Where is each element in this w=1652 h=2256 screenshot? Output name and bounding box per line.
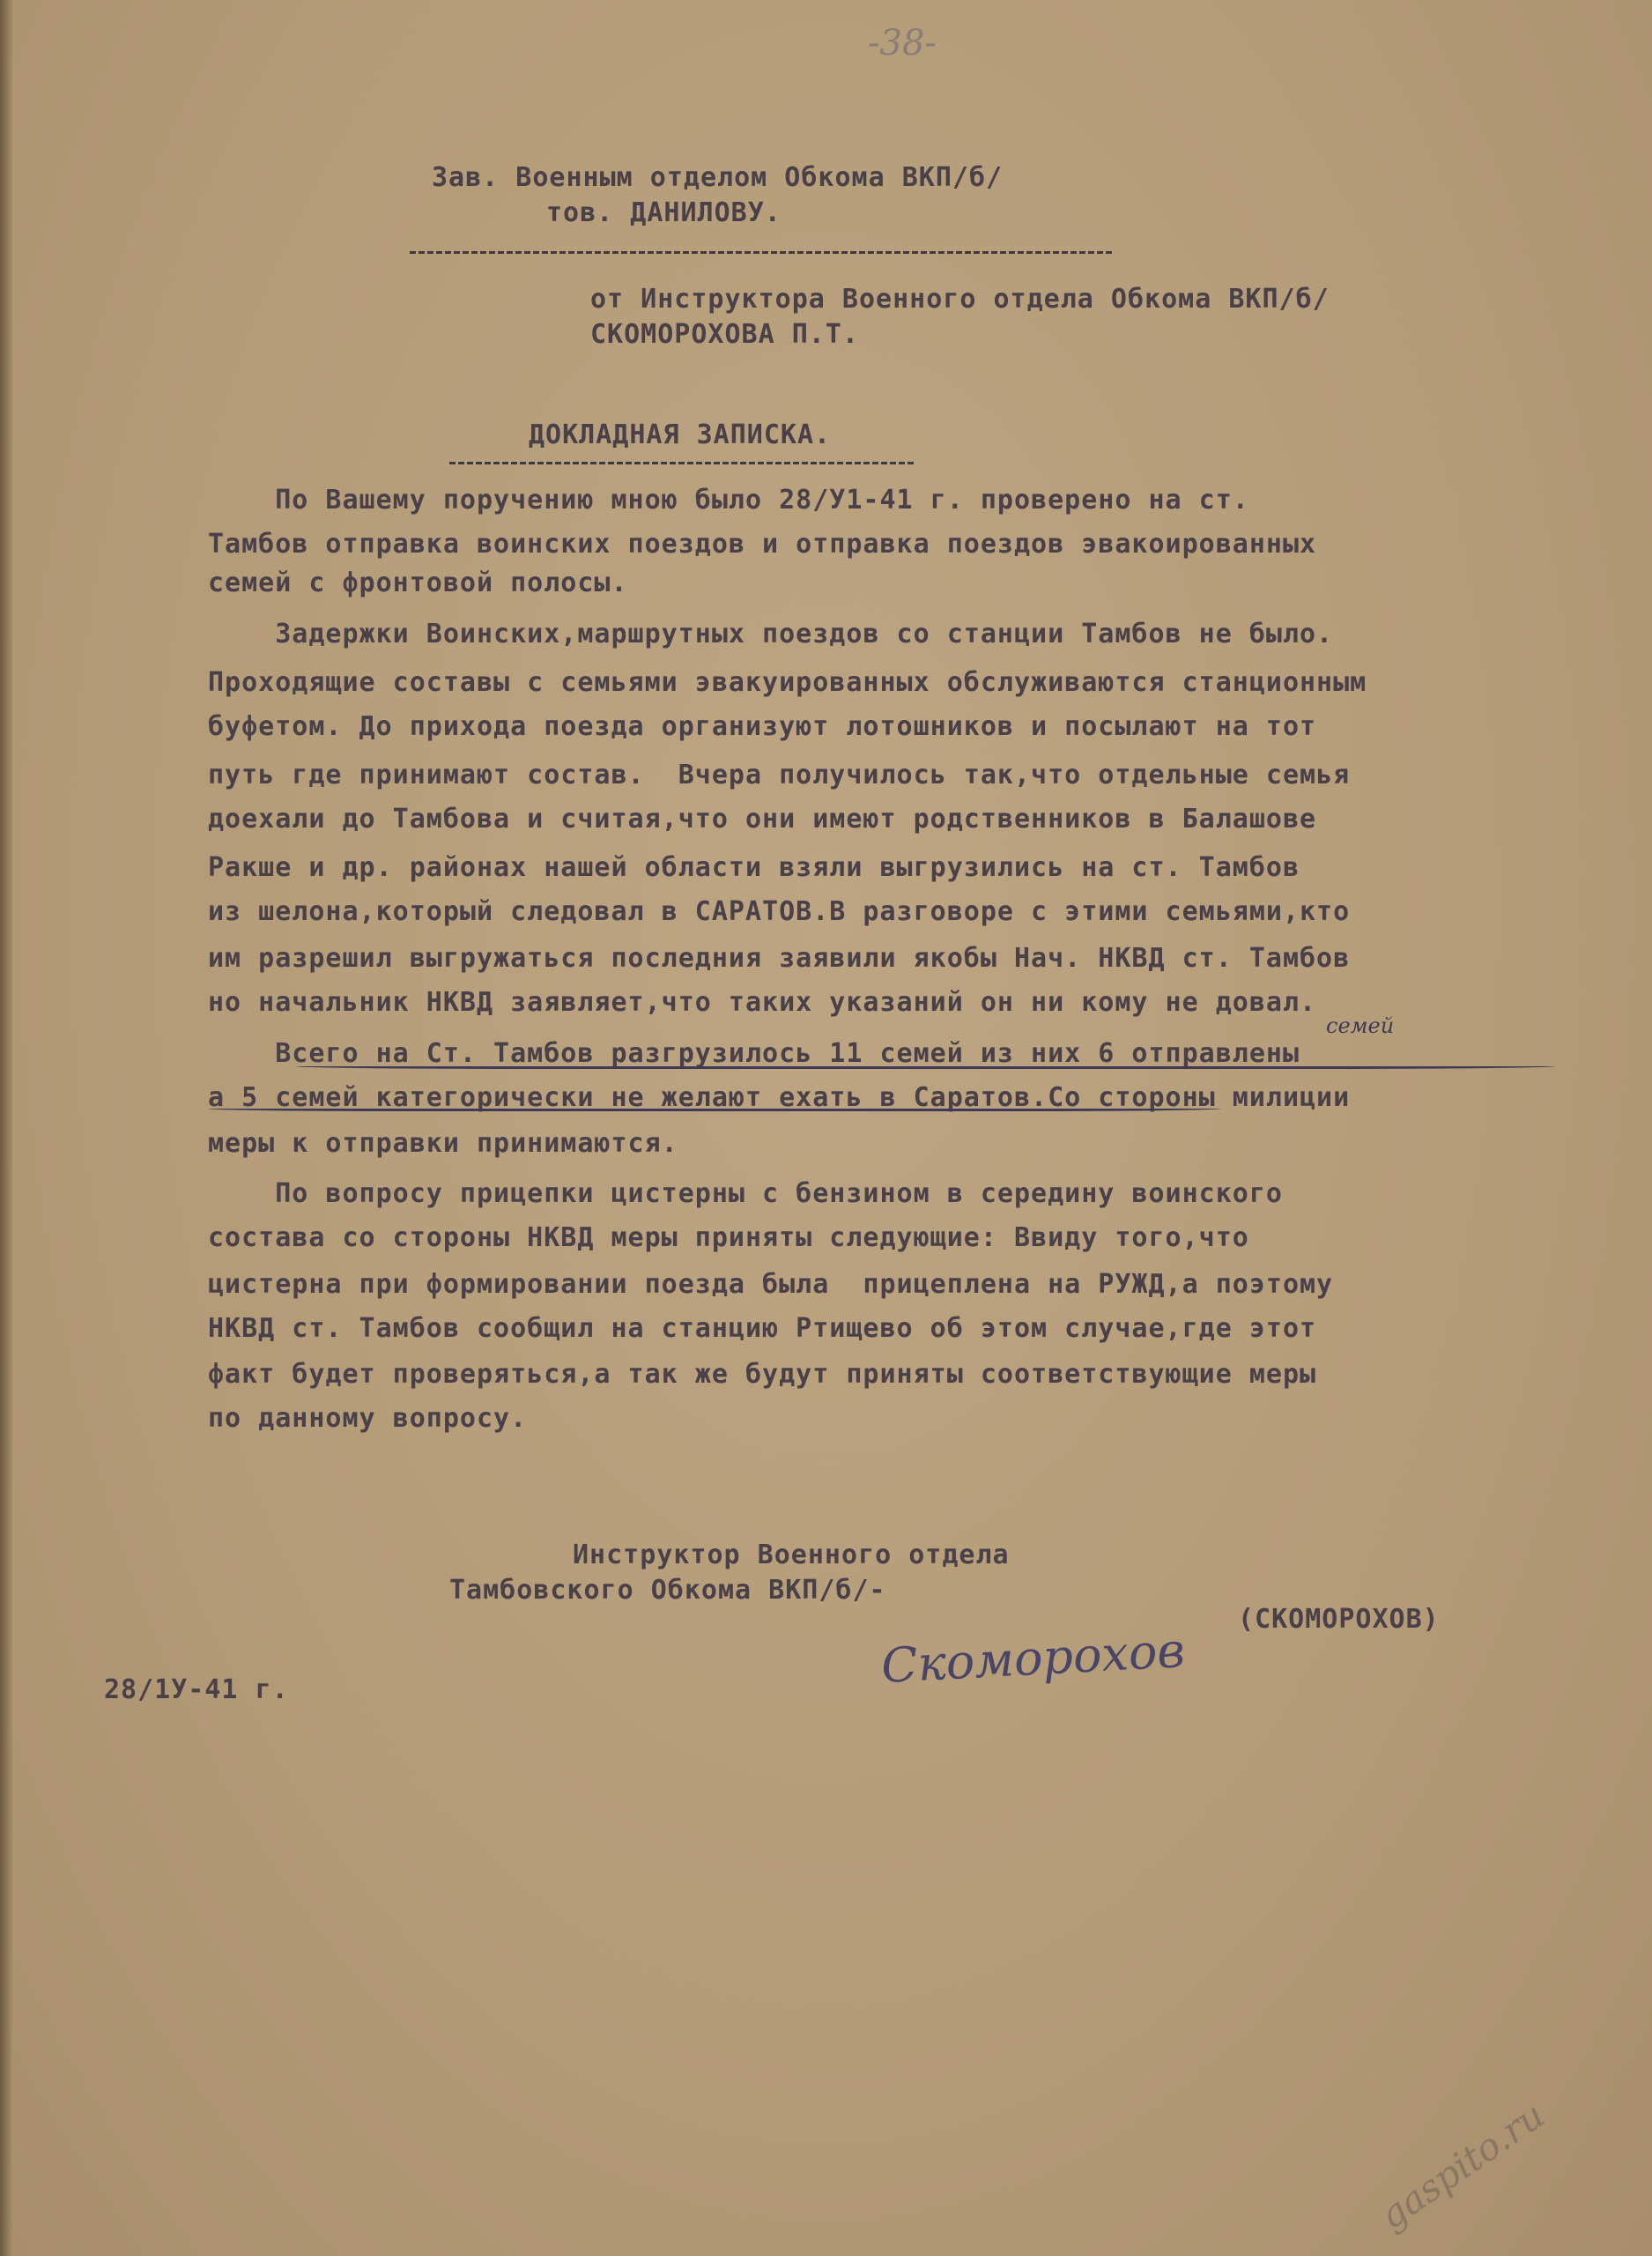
- body-line: из шелона,который следовал в САРАТОВ.В разговоре с этими семьями,кто: [208, 896, 1351, 927]
- body-line: Всего на Ст. Тамбов разгрузилось 11 семей из них 6 отправлены: [208, 1038, 1300, 1069]
- body-line: состава со стороны НКВД меры приняты следующие: Ввиду того,что: [208, 1222, 1249, 1253]
- body-line: Задержки Воинских,маршрутных поездов со станции Тамбов не было.: [208, 619, 1334, 649]
- body-line: Проходящие составы с семьями эвакуированных обслуживаются станционным: [208, 667, 1367, 698]
- body-line: По вопросу прицепки цистерны с бензином в середину воинского: [208, 1178, 1283, 1209]
- body-line: по данному вопросу.: [208, 1403, 528, 1434]
- sender-line-1: от Инструктора Военного отдела Обкома ВКП/б/: [590, 284, 1330, 315]
- body-line: Тамбов отправка воинских поездов и отправка поездов эвакоированных: [208, 529, 1317, 560]
- watermark: gaspito.ru: [1371, 2093, 1552, 2237]
- sender-line-2: СКОМОРОХОВА П.Т.: [590, 319, 859, 350]
- body-line: НКВД ст. Тамбов сообщил на станцию Ртищево об этом случае,где этот: [208, 1313, 1317, 1344]
- body-line: но начальник НКВД заявляет,что таких указаний он ни кому не довал.: [208, 987, 1317, 1018]
- title-underline: [449, 462, 916, 464]
- addressee-line-2: тов. ДАНИЛОВУ.: [546, 197, 782, 228]
- body-line: факт будет проверяться,а так же будут приняты соответствующие меры: [208, 1359, 1317, 1390]
- body-line: путь где принимают состав. Вчера получилось так,что отдельные семья: [208, 760, 1351, 790]
- body-line: им разрешил выгружаться последния заявили якобы Нач. НКВД ст. Тамбов: [208, 943, 1351, 974]
- body-line: а 5 семей категорически не желают ехать в Саратов.Со стороны милиции: [208, 1082, 1351, 1113]
- page-edge-shadow: [0, 0, 12, 2256]
- body-line: цистерна при формировании поезда была прицеплена на РУЖД,а поэтому: [208, 1269, 1334, 1300]
- header-divider: [410, 251, 1115, 254]
- body-line: Ракше и др. районах нашей области взяли выгрузились на ст. Тамбов: [208, 852, 1300, 883]
- document-title: ДОКЛАДНАЯ ЗАПИСКА.: [529, 419, 832, 450]
- pen-underline: [295, 1066, 1555, 1069]
- signatory-title-line-1: Инструктор Военного отдела: [573, 1540, 1010, 1570]
- body-line: буфетом. До прихода поезда организуют лотошников и посылают на тот: [208, 711, 1317, 742]
- signatory-title-line-2: Тамбовского Обкома ВКП/б/-: [449, 1575, 886, 1606]
- handwritten-signature: Скоморохов: [879, 1622, 1187, 1694]
- signatory-name: (СКОМОРОХОВ): [1238, 1604, 1440, 1635]
- handwritten-insert: семей: [1326, 1013, 1395, 1038]
- pen-underline: [208, 1109, 1221, 1111]
- addressee-line-1: Зав. Военным отделом Обкома ВКП/б/: [432, 162, 1004, 193]
- body-line: меры к отправки принимаются.: [208, 1128, 678, 1159]
- document-date: 28/1У-41 г.: [104, 1674, 289, 1705]
- body-line: доехали до Тамбова и считая,что они имеют родственников в Балашове: [208, 804, 1317, 835]
- archive-page-number: -38-: [868, 23, 937, 63]
- body-line: По Вашему поручению мною было 28/У1-41 г. проверено на ст.: [208, 485, 1249, 516]
- body-line: семей с фронтовой полосы.: [208, 568, 628, 598]
